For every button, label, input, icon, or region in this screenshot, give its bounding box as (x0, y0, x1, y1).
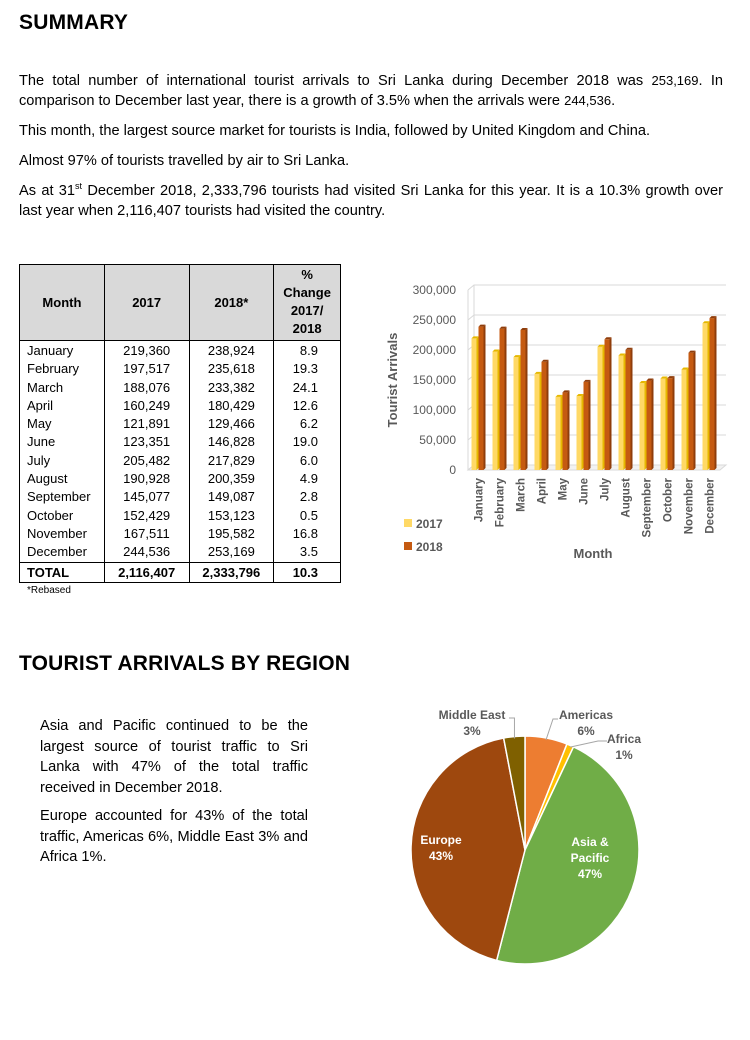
value-2017-cell: 190,928 (104, 470, 189, 488)
region-paragraph-2: Europe accounted for 43% of the total traffic, Americas 6%, Middle East 3% and Africa 1%. (40, 808, 308, 865)
y-tick-label: 0 (449, 463, 456, 477)
bar-side-2018-october (673, 376, 675, 470)
value-2018-cell: 195,582 (189, 525, 274, 543)
month-cell: June (20, 433, 105, 451)
table-row (20, 470, 341, 488)
x-tick-label: June (578, 478, 591, 505)
pie-label-asia-pacific: Pacific (570, 851, 610, 865)
bar-side-2017-march (519, 355, 521, 470)
bar-side-2018-april (547, 360, 549, 470)
value-2017-cell: 145,077 (104, 488, 189, 506)
change-cell: 3.5 (274, 543, 341, 562)
value-2018-cell: 153,123 (189, 507, 274, 525)
x-tick-label: February (494, 478, 507, 528)
change-cell: 8.9 (274, 341, 341, 361)
pie-chart (380, 700, 680, 980)
bar-2017-october (661, 379, 666, 470)
month-cell: May (20, 415, 105, 433)
bar-2017-january (472, 338, 477, 470)
x-tick-label: August (620, 478, 633, 518)
bar-2018-may (563, 392, 568, 470)
gridline (468, 315, 726, 320)
bar-2018-april (542, 362, 547, 470)
value-2017-cell: 197,517 (104, 360, 189, 378)
value-2018-cell: 217,829 (189, 452, 274, 470)
value-2017-cell: 244,536 (104, 543, 189, 562)
y-tick-label: 300,000 (412, 283, 456, 297)
value-2018-cell: 180,429 (189, 397, 274, 415)
summary-paragraph-3: Almost 97% of tourists travelled by air to Sri Lanka. (19, 153, 350, 169)
pie-label-americas: 6% (577, 724, 595, 738)
table-row (20, 488, 341, 506)
value-2017-cell: 205,482 (104, 452, 189, 470)
bar-2018-september (647, 381, 652, 470)
table-row (20, 433, 341, 451)
y-tick-label: 150,000 (412, 373, 456, 387)
value-2018-cell: 146,828 (189, 433, 274, 451)
value-2017-cell: 188,076 (104, 379, 189, 397)
table-row (20, 379, 341, 397)
bar-side-2017-december (708, 321, 710, 470)
change-cell: 19.3 (274, 360, 341, 378)
y-tick-label: 200,000 (412, 343, 456, 357)
total-2017: 2,116,407 (104, 562, 189, 582)
x-tick-label: January (473, 478, 486, 523)
change-cell: 19.0 (274, 433, 341, 451)
y-tick-label: 100,000 (412, 403, 456, 417)
month-cell: November (20, 525, 105, 543)
month-cell: December (20, 543, 105, 562)
table-header-row (20, 265, 341, 341)
pie-label-europe: Europe (420, 833, 462, 847)
pie-label-middle-east: 3% (463, 724, 481, 738)
bar-side-2017-may (561, 395, 563, 470)
summary-paragraph-1: The total number of international tourist arrivals to Sri Lanka during December 2018 was 253,169. In comparison to December last year, there is a growth of 3.5% when the arrivals were 244,536. (19, 73, 723, 109)
leader-line-africa (569, 741, 607, 747)
change-cell: 12.6 (274, 397, 341, 415)
bar-2018-february (500, 329, 505, 470)
table-footnote: *Rebased (27, 585, 71, 596)
total-change: 10.3 (274, 562, 341, 582)
bar-side-2017-april (540, 372, 542, 470)
bar-side-2018-march (526, 328, 528, 470)
bar-side-2017-june (582, 394, 584, 470)
bar-side-2018-january (484, 325, 486, 470)
value-2018-cell: 233,382 (189, 379, 274, 397)
bar-2017-march (514, 357, 519, 470)
legend-swatch-2017 (404, 519, 412, 527)
bar-2018-march (521, 330, 526, 470)
value-2017-cell: 121,891 (104, 415, 189, 433)
month-cell: September (20, 488, 105, 506)
bar-side-2018-november (694, 351, 696, 470)
x-tick-label: April (536, 478, 549, 505)
table-row (20, 360, 341, 378)
value-2017-cell: 219,360 (104, 341, 189, 361)
month-cell: April (20, 397, 105, 415)
legend-label-2017: 2017 (416, 517, 443, 531)
table-row (20, 397, 341, 415)
summary-paragraph-2: This month, the largest source market for tourists is India, followed by United Kingdom and China. (19, 123, 651, 139)
bar-side-2017-october (666, 377, 668, 470)
bar-2018-november (689, 353, 694, 470)
bar-2018-january (479, 327, 484, 470)
header-change: % Change 2017/ 2018 (274, 265, 341, 341)
bar-2017-february (493, 351, 498, 470)
month-cell: August (20, 470, 105, 488)
x-tick-label: May (557, 478, 570, 501)
x-tick-label: July (599, 478, 612, 502)
bar-side-2017-february (498, 349, 500, 470)
x-tick-label: March (515, 478, 528, 512)
bar-2017-september (640, 383, 645, 470)
bar-2017-may (556, 397, 561, 470)
change-cell: 4.9 (274, 470, 341, 488)
month-cell: March (20, 379, 105, 397)
gridline (468, 285, 726, 290)
legend-label-2018: 2018 (416, 540, 443, 554)
value-2017-cell: 160,249 (104, 397, 189, 415)
change-cell: 2.8 (274, 488, 341, 506)
bar-2017-april (535, 374, 540, 470)
leader-line-middle-east (509, 718, 514, 738)
bar-2018-august (626, 350, 631, 470)
value-2018-cell: 253,169 (189, 543, 274, 562)
x-tick-label: November (683, 478, 696, 535)
y-axis-title: Tourist Arrivals (385, 332, 400, 428)
x-axis-title: Month (573, 546, 613, 561)
pie-label-asia-pacific: 47% (577, 867, 603, 881)
bar-side-2017-july (603, 345, 605, 470)
bar-side-2018-may (568, 390, 570, 470)
summary-heading: SUMMARY (19, 11, 129, 34)
value-2018-cell: 235,618 (189, 360, 274, 378)
pie-label-americas: Americas (558, 708, 614, 722)
table-row (20, 525, 341, 543)
table-total-row (20, 562, 341, 582)
y-tick-label: 50,000 (419, 433, 456, 447)
table-row (20, 507, 341, 525)
legend-swatch-2018 (404, 542, 412, 550)
header-2018: 2018* (189, 265, 274, 341)
x-tick-label: October (662, 478, 675, 523)
leader-line-americas (546, 719, 558, 740)
value-2018-cell: 129,466 (189, 415, 274, 433)
month-cell: February (20, 360, 105, 378)
value-2017-cell: 167,511 (104, 525, 189, 543)
bar-2018-july (605, 339, 610, 470)
change-cell: 24.1 (274, 379, 341, 397)
bar-side-2018-june (589, 380, 591, 470)
change-cell: 6.0 (274, 452, 341, 470)
value-2018-cell: 238,924 (189, 341, 274, 361)
bar-side-2018-february (505, 327, 507, 470)
month-cell: October (20, 507, 105, 525)
value-2018-cell: 149,087 (189, 488, 274, 506)
pie-label-europe: 43% (428, 849, 454, 863)
value-2017-cell: 152,429 (104, 507, 189, 525)
bar-side-2018-september (652, 379, 654, 470)
bar-2018-december (710, 318, 715, 470)
total-label: TOTAL (20, 562, 105, 582)
bar-side-2017-november (687, 367, 689, 470)
bar-2018-june (584, 382, 589, 470)
change-cell: 6.2 (274, 415, 341, 433)
pie-label-asia-pacific: Asia & (571, 835, 609, 849)
y-tick-label: 250,000 (412, 313, 456, 327)
x-tick-label: December (704, 478, 717, 534)
change-cell: 16.8 (274, 525, 341, 543)
bar-2018-october (668, 378, 673, 470)
bar-side-2017-august (624, 353, 626, 470)
header-month: Month (20, 265, 105, 341)
table-row (20, 341, 341, 361)
header-2017: 2017 (104, 265, 189, 341)
gridline (468, 345, 726, 350)
value-2017-cell: 123,351 (104, 433, 189, 451)
bar-2017-december (703, 323, 708, 470)
change-cell: 0.5 (274, 507, 341, 525)
x-tick-label: September (641, 478, 654, 538)
bar-2017-august (619, 355, 624, 470)
pie-label-africa: 1% (615, 748, 633, 762)
bar-side-2018-july (610, 337, 612, 470)
table-row (20, 543, 341, 562)
month-cell: July (20, 452, 105, 470)
summary-paragraph-4: As at 31st December 2018, 2,333,796 tourists had visited Sri Lanka for this year. It is a 10.3% growth over last year when 2,116,407 tourists had visited the country. (19, 181, 723, 219)
bar-2017-june (577, 396, 582, 470)
bar-chart (378, 270, 738, 570)
value-2018-cell: 200,359 (189, 470, 274, 488)
table-row (20, 452, 341, 470)
bar-2017-november (682, 369, 687, 470)
bar-side-2017-january (477, 336, 479, 470)
arrivals-table (19, 264, 341, 583)
month-cell: January (20, 341, 105, 361)
bar-2017-july (598, 347, 603, 470)
bar-side-2018-december (715, 316, 717, 470)
total-2018: 2,333,796 (189, 562, 274, 582)
region-paragraph-1: Asia and Pacific continued to be the largest source of tourist traffic to Sri Lanka with 47% of the total traffic received in December 2018. (40, 718, 308, 796)
bar-side-2017-september (645, 381, 647, 470)
table-row (20, 415, 341, 433)
region-heading: TOURIST ARRIVALS BY REGION (19, 652, 351, 675)
pie-label-africa: Africa (606, 732, 642, 746)
pie-label-middle-east: Middle East (438, 708, 506, 722)
bar-side-2018-august (631, 348, 633, 470)
